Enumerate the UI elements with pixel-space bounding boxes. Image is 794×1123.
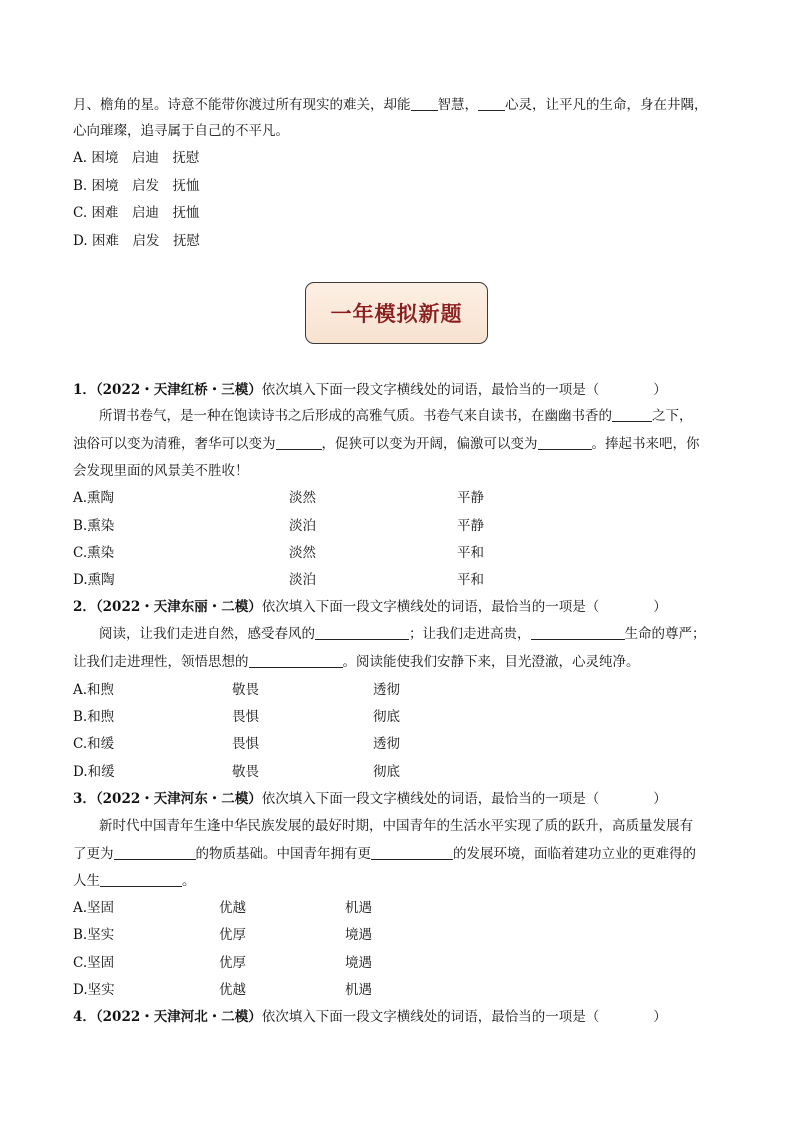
intro-option-b: B. 困境 启发 抚恤 [73, 178, 200, 194]
option-word: 平静 [457, 518, 484, 534]
option-word: 境遇 [345, 955, 372, 971]
answer-blank [538, 435, 592, 450]
question-4-header: 4．（2022・天津河北・二模）依次填入下面一段文字横线处的词语，最恰当的一项是（ ） [73, 1009, 667, 1025]
option-word: 平和 [457, 545, 484, 561]
question-1-header: 1．（2022・天津红桥・三模）依次填入下面一段文字横线处的词语，最恰当的一项是（ ） [73, 382, 667, 398]
answer-blank [411, 96, 438, 111]
question-3-passage-line2: 了更为 的物质基础。中国青年拥有更 的发展环境，面临着建功立业的更难得的 [73, 846, 696, 862]
option-word: 优越 [219, 982, 246, 998]
option-word: 敬畏 [232, 682, 259, 698]
option-word: 淡泊 [289, 518, 316, 534]
section-banner [305, 282, 488, 344]
option-word: 敬畏 [232, 764, 259, 780]
option-word: 彻底 [373, 709, 400, 725]
intro-option-a: A. 困境 启迪 抚慰 [73, 150, 200, 166]
section-title: 一年模拟新题 [330, 302, 463, 326]
answer-blank [371, 845, 453, 860]
option-word: 优越 [219, 900, 246, 916]
answer-blank [114, 845, 196, 860]
intro-passage-line1: 月、檐角的星。诗意不能带你渡过所有现实的难关，却能 智慧， 心灵，让平凡的生命，身在井隅， [73, 97, 708, 113]
option-label: A.熏陶 [73, 490, 115, 506]
option-label: C.坚固 [73, 955, 115, 971]
option-word: 彻底 [373, 764, 400, 780]
option-label: B.熏染 [73, 518, 115, 534]
question-2-passage-line2: 让我们走进理性，领悟思想的 。阅读能使我们安静下来，目光澄澈，心灵纯净。 [73, 654, 640, 670]
answer-blank [249, 653, 343, 668]
option-label: B.和煦 [73, 709, 115, 725]
answer-blank [100, 872, 182, 887]
answer-blank [276, 435, 322, 450]
option-word: 透彻 [373, 682, 400, 698]
question-2-passage-line1: 阅读，让我们走进自然，感受春风的 ；让我们走进高贵， 生命的尊严； [99, 626, 706, 642]
answer-blank [612, 407, 652, 422]
answer-blank [478, 96, 505, 111]
option-word: 平和 [457, 572, 484, 588]
option-label: D.熏陶 [73, 572, 115, 588]
intro-option-d: D. 困难 启发 抚慰 [73, 233, 200, 249]
option-word: 透彻 [373, 736, 400, 752]
question-3-passage-line1: 新时代中国青年生逢中华民族发展的最好时期，中国青年的生活水平实现了质的跃升，高质量发展有 [99, 818, 693, 834]
question-1-passage-line1: 所谓书卷气，是一种在饱读诗书之后形成的高雅气质。书卷气来自读书，在幽幽书香的 之下， [99, 408, 693, 424]
option-label: A.和煦 [73, 682, 115, 698]
question-1-passage-line2: 浊俗可以变为清雅，奢华可以变为 ，促狭可以变为开阔，偏激可以变为 。捧起书来吧，你 [73, 436, 700, 452]
option-label: D.坚实 [73, 982, 115, 998]
option-word: 机遇 [345, 900, 372, 916]
option-word: 畏惧 [232, 736, 259, 752]
question-3-header: 3．（2022・天津河东・二模）依次填入下面一段文字横线处的词语，最恰当的一项是（ ） [73, 791, 667, 807]
answer-blank [315, 625, 409, 640]
option-word: 畏惧 [232, 709, 259, 725]
option-word: 境遇 [345, 927, 372, 943]
option-word: 优厚 [219, 955, 246, 971]
option-word: 优厚 [219, 927, 246, 943]
option-label: C.熏染 [73, 545, 115, 561]
option-label: D.和缓 [73, 764, 115, 780]
option-word: 机遇 [345, 982, 372, 998]
option-label: C.和缓 [73, 736, 115, 752]
option-word: 平静 [457, 490, 484, 506]
intro-option-c: C. 困难 启迪 抚恤 [73, 205, 200, 221]
answer-blank [531, 625, 625, 640]
question-2-header: 2．（2022・天津东丽・二模）依次填入下面一段文字横线处的词语，最恰当的一项是（ ） [73, 599, 667, 615]
question-3-passage-line3: 人生 。 [73, 873, 196, 889]
question-1-passage-line3: 会发现里面的风景美不胜收！ [73, 463, 249, 479]
option-word: 淡然 [289, 490, 316, 506]
option-label: A.坚固 [73, 900, 115, 916]
option-word: 淡然 [289, 545, 316, 561]
option-label: B.坚实 [73, 927, 115, 943]
option-word: 淡泊 [289, 572, 316, 588]
intro-passage-line2: 心向璀璨，追寻属于自己的不平凡。 [73, 123, 289, 139]
